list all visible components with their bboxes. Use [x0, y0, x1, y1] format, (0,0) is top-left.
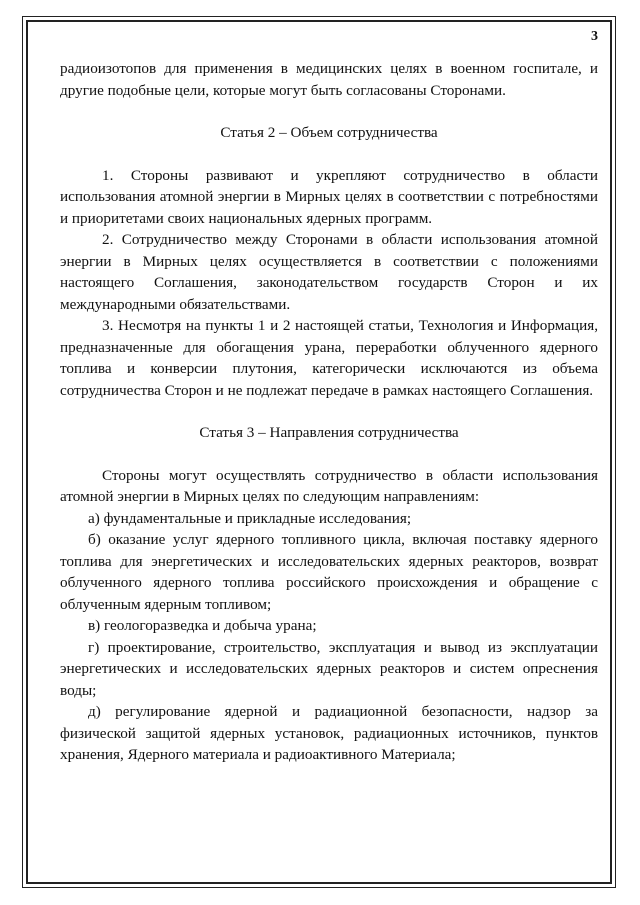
- article-3-item-v: в) геологоразведка и добыча урана;: [88, 617, 317, 634]
- article-3-intro: Стороны могут осуществлять сотрудничество в области использования атомной энергии в Мирных целях по следующим направлениям:: [60, 466, 598, 505]
- article-3-item-d: д) регулирование ядерной и радиационной безопасности, надзор за физической защитой ядерных установок, радиационных источников, пунктов хранения, Ядерного материала и радиоактивного Материала;: [60, 703, 598, 763]
- intro-continuation: радиоизотопов для применения в медицинских целях в военном госпитале, и другие подобные цели, которые могут быть согласованы Сторонами.: [60, 60, 598, 99]
- article-2-paragraph-2: 2. Сотрудничество между Сторонами в области использования атомной энергии в Мирных целях осуществляется в соответствии с положениями настоящего Соглашения, законодательством государств Сторон и их международными обязательствами.: [60, 231, 598, 313]
- article-2-paragraph-1: 1. Стороны развивают и укрепляют сотрудничество в области использования атомной энергии в Мирных целях в соответствии с потребностями и приоритетами своих национальных ядерных программ.: [60, 166, 598, 227]
- document-page: [60, 24, 598, 766]
- article-3-item-g: г) проектирование, строительство, эксплуатация и вывод из эксплуатации энергетических и исследовательских ядерных реакторов и систем опреснения воды;: [60, 638, 598, 699]
- article-2-heading: Статья 2 – Объем сотрудничества: [220, 124, 438, 141]
- article-3-heading: Статья 3 – Направления сотрудничества: [199, 424, 459, 441]
- article-3-item-a: а) фундаментальные и прикладные исследования;: [88, 509, 412, 527]
- article-3-item-b: б) оказание услуг ядерного топливного цикла, включая поставку ядерного топлива для энергетических и исследовательских ядерных реакторов, возврат облученного ядерного топлива российского происхождения и обращение с облученным ядерным топливом;: [60, 531, 598, 613]
- page-number: 3: [591, 29, 598, 44]
- article-2-paragraph-3: 3. Несмотря на пункты 1 и 2 настоящей статьи, Технология и Информация, предназначенные для обогащения урана, переработки облученного ядерного топлива и конверсии плутония, категорически исключаются из объема сотрудничества Сторон и не подлежат передаче в рамках настоящего Соглашения.: [60, 317, 598, 399]
